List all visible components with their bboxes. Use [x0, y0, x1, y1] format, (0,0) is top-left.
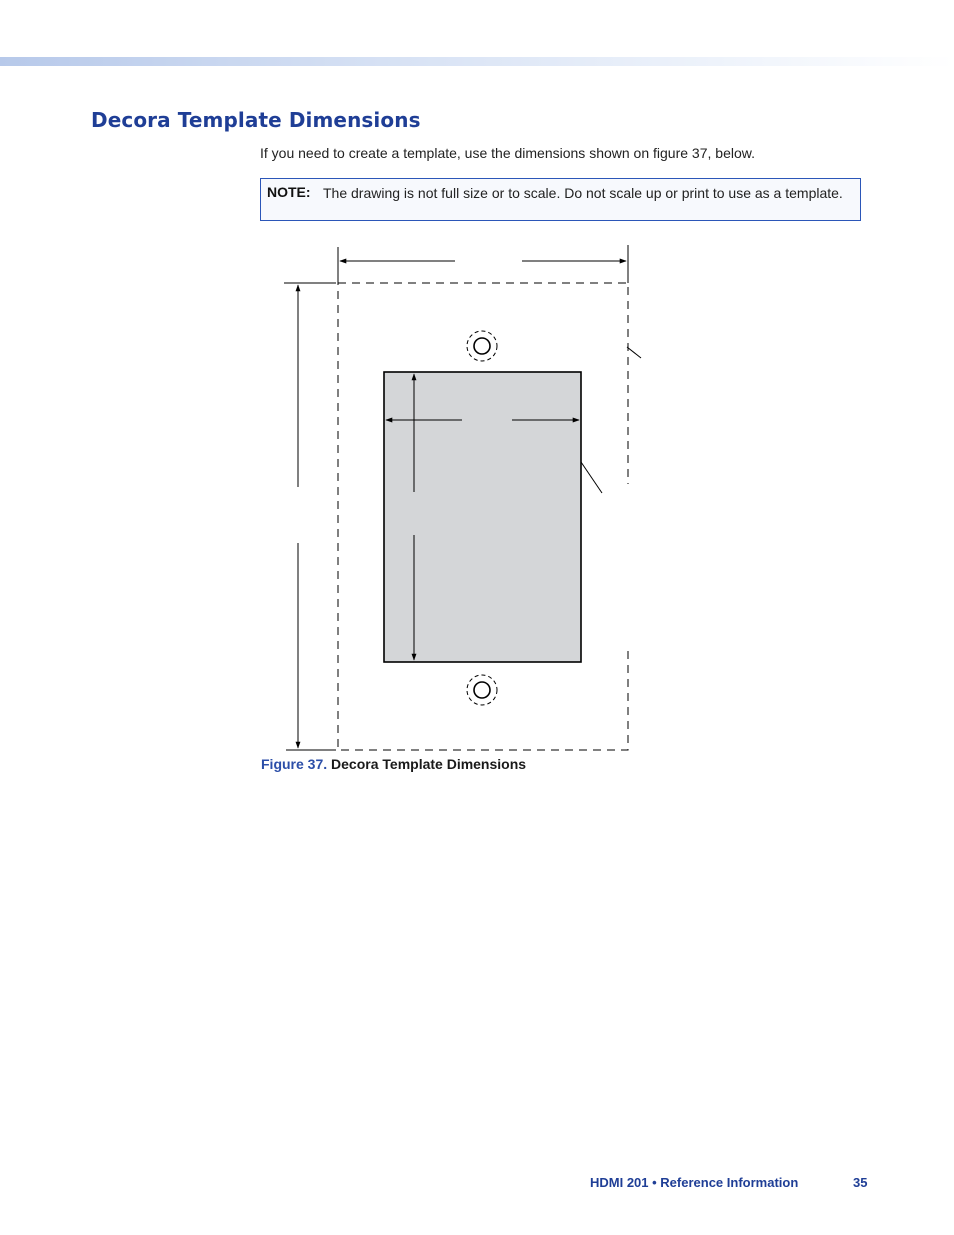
figure-caption: [261, 756, 526, 772]
note-label: NOTE:: [267, 184, 311, 200]
plate-leader-line: [627, 347, 641, 358]
note-box: [260, 178, 861, 221]
cutout-leader-line: [581, 462, 602, 493]
figure-number: Figure 37.: [261, 756, 328, 772]
footer-doc-title: HDMI 201 • Reference Information: [590, 1175, 799, 1190]
figure-title: Decora Template Dimensions: [331, 756, 527, 772]
page-number: 35: [853, 1175, 868, 1190]
screw-hole-top: [467, 331, 497, 361]
screw-hole-bottom: [467, 675, 497, 705]
note-text: The drawing is not full size or to scale. Do not scale up or print to use as a template.: [323, 185, 843, 201]
intro-paragraph: If you need to create a template, use the dimensions shown on figure 37, below.: [260, 145, 755, 161]
decora-template-drawing: [270, 235, 650, 760]
header-band: [0, 57, 954, 66]
section-title: Decora Template Dimensions: [91, 108, 421, 132]
